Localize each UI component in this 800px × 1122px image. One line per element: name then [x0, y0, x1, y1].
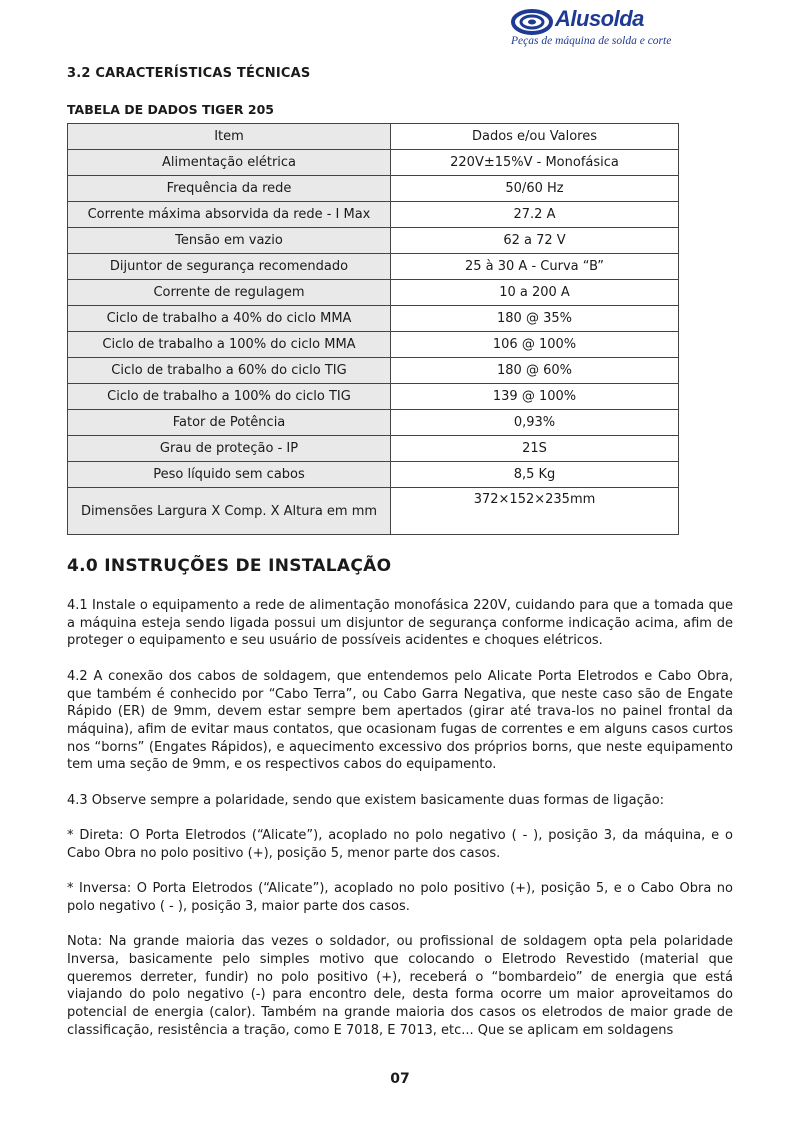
table-row [68, 306, 679, 332]
paragraph-direta: * Direta: O Porta Eletrodos (“Alicate”), acoplado no polo negativo ( - ), posição 3, da máquina, e o Cabo Obra no polo positivo (+), posição 5, menor parte dos casos. [67, 828, 733, 861]
paragraph-inversa: * Inversa: O Porta Eletrodos (“Alicate”), acoplado no polo positivo (+), posição 5, e o Cabo Obra no polo negativo ( - ), posição 3, maior parte dos casos. [67, 881, 733, 914]
brand-logo [505, 6, 685, 50]
paragraph-nota: Nota: Na grande maioria das vezes o soldador, ou profissional de soldagem opta pela polaridade Inversa, basicamente pelo simples motivo que colocando o Eletrodo Revestido (material que queremos derreter, fundir) no polo positivo (+), receberá o “bombardeio” de energia que está viajando do polo negativo (-) para encontro dele, desta forma ocorre um maior aproveitamos do potencial de energia (calor). Também na grande maioria dos casos os eletrodos de maior grade de classificação, resistência a tração, como E 7018, E 7013, etc... Que se aplicam em soldagens [67, 934, 733, 1038]
row-value: 180 @ 35% [391, 306, 679, 332]
table-row [68, 384, 679, 410]
paragraph-4-3: 4.3 Observe sempre a polaridade, sendo que existem basicamente duas formas de ligação: [67, 792, 665, 808]
table-row [68, 228, 679, 254]
row-label: Corrente máxima absorvida da rede - I Max [68, 202, 391, 228]
table-row [68, 150, 679, 176]
row-value: 180 @ 60% [391, 358, 679, 384]
header-values: Dados e/ou Valores [391, 124, 679, 150]
row-label: Corrente de regulagem [68, 280, 391, 306]
table-row [68, 254, 679, 280]
table-row [68, 488, 679, 535]
row-value: 27.2 A [391, 202, 679, 228]
row-label: Peso líquido sem cabos [68, 462, 391, 488]
row-value: 139 @ 100% [391, 384, 679, 410]
brand-tagline: Peças de máquina de solda e corte [511, 35, 672, 47]
page-number: 07 [390, 1071, 410, 1087]
table-header-row [68, 124, 679, 150]
section-title: 3.2 CARACTERÍSTICAS TÉCNICAS [67, 66, 311, 81]
paragraph-4-2: 4.2 A conexão dos cabos de soldagem, que entendemos pelo Alicate Porta Eletrodos e Cabo Obra, que também é conhecido por “Cabo Terra”, ou Cabo Garra Negativa, que neste caso são de Engate Rápido (ER) de 9mm, devem estar sempre bem apertados (girar até trava-los no painel frontal da máquina), afim de evitar maus contatos, que ocasionam fugas de correntes e em alguns casos curtos nos “borns” (Engates Rápidos), e aquecimento excessivo dos próprios borns, que neste equipamento tem uma seção de 9mm, e os respectivos cabos do equipamento. [67, 668, 733, 773]
row-label: Ciclo de trabalho a 40% do ciclo MMA [68, 306, 391, 332]
row-label: Tensão em vazio [68, 228, 391, 254]
table-row [68, 332, 679, 358]
row-value: 25 à 30 A - Curva “B” [391, 254, 679, 280]
table-row [68, 462, 679, 488]
row-value: 10 a 200 A [391, 280, 679, 306]
row-label: Ciclo de trabalho a 100% do ciclo MMA [68, 332, 391, 358]
row-label: Dimensões Largura X Comp. X Altura em mm [68, 488, 391, 535]
row-label: Dijuntor de segurança recomendado [68, 254, 391, 280]
row-label: Alimentação elétrica [68, 150, 391, 176]
table-row [68, 358, 679, 384]
row-label: Ciclo de trabalho a 100% do ciclo TIG [68, 384, 391, 410]
paragraph-4-1: 4.1 Instale o equipamento a rede de alimentação monofásica 220V, cuidando para que a tomada que a máquina esteja sendo ligada possui um disjuntor de segurança conforme indicação acima, afim de proteger o equipamento e seu usuário de possíveis acidentes e choques elétricos. [67, 598, 733, 649]
table-row [68, 176, 679, 202]
row-value: 50/60 Hz [391, 176, 679, 202]
table-row [68, 202, 679, 228]
row-label: Ciclo de trabalho a 60% do ciclo TIG [68, 358, 391, 384]
header-item: Item [68, 124, 391, 150]
row-label: Frequência da rede [68, 176, 391, 202]
row-value: 62 a 72 V [391, 228, 679, 254]
spec-table [67, 123, 679, 535]
row-value: 21S [391, 436, 679, 462]
table-row [68, 280, 679, 306]
row-value: 8,5 Kg [391, 462, 679, 488]
table-title: TABELA DE DADOS TIGER 205 [67, 102, 275, 117]
table-row [68, 436, 679, 462]
install-section-title: 4.0 INSTRUÇÕES DE INSTALAÇÃO [67, 556, 392, 576]
alusolda-logo-icon [511, 8, 553, 36]
install-body [67, 597, 733, 1057]
row-value: 220V±15%V - Monofásica [391, 150, 679, 176]
row-label: Grau de proteção - IP [68, 436, 391, 462]
row-value: 106 @ 100% [391, 332, 679, 358]
row-label: Fator de Potência [68, 410, 391, 436]
row-value: 372×152×235mm [391, 488, 679, 535]
brand-name: Alusolda [555, 6, 644, 31]
table-row [68, 410, 679, 436]
row-value: 0,93% [391, 410, 679, 436]
